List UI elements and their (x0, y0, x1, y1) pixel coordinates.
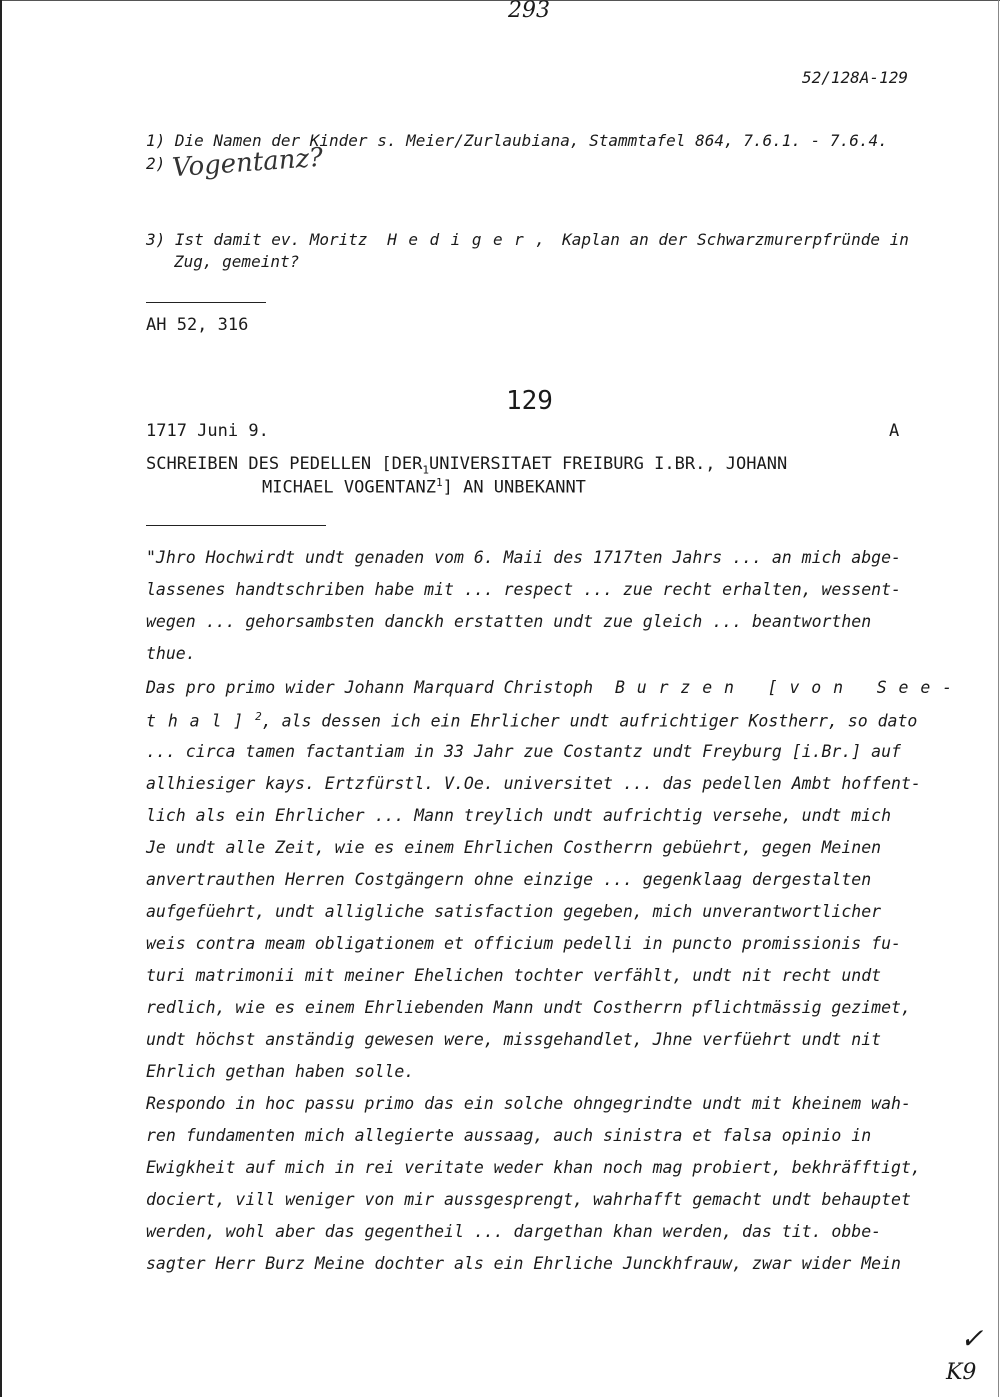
body-line-15: redlich, wie es einem Ehrliebenden Mann undt Costherrn pflichtmässig gezimet, (146, 998, 911, 1017)
document-title-line-1 (146, 454, 787, 476)
body-line-9: lich als ein Ehrlicher ... Mann treylich undt aufrichtig versehe, undt mich (146, 806, 892, 825)
body-line-17: Ehrlich gethan haben solle. (146, 1062, 415, 1081)
body-line-19: ren fundamenten mich allegierte aussaag, auch sinistra et falsa opinio in (146, 1126, 872, 1145)
page-edge-right (998, 0, 999, 1397)
footnote-3-suffix: Kaplan an der Schwarzmurerpfründe in (562, 230, 909, 249)
body-line-10: Je undt alle Zeit, wie es einem Ehrlichen Costherrn gebüehrt, gegen Meinen (146, 838, 882, 857)
body-line-18: Respondo in hoc passu primo das ein solche ohngegrindte undt mit kheinem wah- (146, 1094, 911, 1113)
body-line-22: werden, wohl aber das gegentheil ... dargethan khan werden, das tit. obbe- (146, 1222, 882, 1241)
handwritten-initials: K9 (946, 1360, 977, 1385)
body-line-11: anvertrauthen Herren Costgängern ohne einzige ... gegenklaag dergestalten (146, 870, 872, 889)
body-footnote-ref-2: 2 (255, 710, 262, 723)
footnote-2-handwritten-scribble: Vogentanz? (171, 142, 325, 184)
body-line-6 (146, 710, 917, 731)
title-part-a: SCHREIBEN DES PEDELLEN [DER (146, 454, 423, 474)
document-date: 1717 Juni 9. (146, 421, 269, 441)
footnote-separator-rule (146, 302, 266, 303)
body-line-8: allhiesiger kays. Ertzfürstl. V.Oe. universitet ... das pedellen Ambt hoffent- (146, 774, 921, 793)
body-line-5-text: Das pro primo wider Johann Marquard Christoph (146, 678, 594, 697)
body-line-16: undt höchst anständig gewesen were, missgehandlet, Jhne verfüehrt undt nit (146, 1030, 882, 1049)
body-line-13: weis contra meam obligationem et officium pedelli in puncto promissionis fu- (146, 934, 901, 953)
title-name: MICHAEL VOGENTANZ (262, 477, 436, 498)
body-line-5 (146, 678, 964, 697)
footnote-2-label: 2) (146, 154, 166, 173)
footnote-1: 1) Die Namen der Kinder s. Meier/Zurlaubiana, Stammtafel 864, 7.6.1. - 7.6.4. (146, 131, 888, 150)
body-line-21: dociert, vill weniger von mir aussgesprengt, wahrhafft gemacht undt behauptet (146, 1190, 911, 1209)
handwritten-page-number: 293 (508, 0, 550, 23)
body-line-6-spaced-name: thal] (146, 711, 256, 731)
title-part-c: ] AN UNBEKANNT (442, 477, 586, 498)
footnote-3-spaced-name: Hediger, (387, 230, 557, 249)
title-separator-rule (146, 525, 326, 526)
body-line-4: thue. (146, 644, 196, 663)
body-line-5-spaced-name: Burzen [von See- (614, 678, 964, 697)
body-line-2: lassenes handtschriben habe mit ... respect ... zue recht erhalten, wessent- (146, 580, 901, 599)
body-line-14: turi matrimonii mit meiner Ehelichen tochter verfählt, undt nit recht undt (146, 966, 882, 985)
footnote-3-prefix: 3) Ist damit ev. Moritz (146, 230, 368, 249)
page-edge-left (0, 0, 2, 1397)
document-type-marker: A (889, 421, 900, 441)
title-footnote-ref-1-repeat: 1 (436, 476, 443, 489)
page-edge-top (0, 0, 1000, 1)
source-citation: AH 52, 316 (146, 315, 249, 335)
body-line-3: wegen ... gehorsambsten danckh erstatten undt zue gleich ... beantworthen (146, 612, 872, 631)
title-part-b: UNIVERSITAET FREIBURG I.BR., JOHANN (428, 454, 788, 474)
body-line-23: sagter Herr Burz Meine dochter als ein Ehrliche Junckhfrauw, zwar wider Mein (146, 1254, 901, 1273)
body-line-6-rest: , als dessen ich ein Ehrlicher undt aufrichtiger Kostherr, so dato (261, 711, 918, 731)
body-line-20: Ewigkheit auf mich in rei veritate weder khan noch mag probiert, bekhräfftigt, (146, 1158, 921, 1177)
body-line-1: "Jhro Hochwirdt undt genaden vom 6. Maii des 1717ten Jahrs ... an mich abge- (146, 548, 901, 567)
document-number: 129 (506, 386, 553, 416)
handwritten-checkmark: ✓ (960, 1322, 984, 1355)
footnote-3-line-1 (146, 230, 909, 249)
reference-number: 52/128A-129 (802, 68, 908, 87)
document-title-line-2 (262, 476, 586, 498)
body-line-7: ... circa tamen factantiam in 33 Jahr zue Costantz undt Freyburg [i.Br.] auf (146, 742, 901, 761)
footnote-3-line-2: Zug, gemeint? (174, 252, 300, 271)
title-footnote-ref-1: 1 (422, 463, 429, 477)
body-line-12: aufgefüehrt, undt alligliche satisfaction gegeben, mich unverantwortlicher (146, 902, 882, 921)
